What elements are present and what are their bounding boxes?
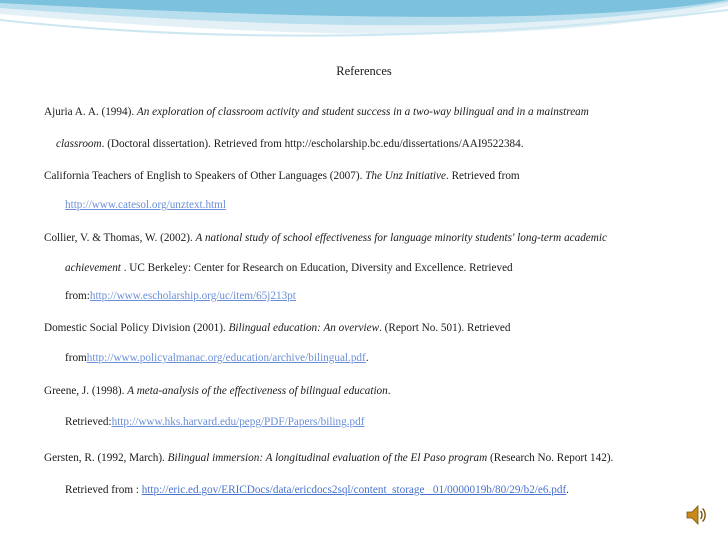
reference-2-line-1: California Teachers of English to Speakers of Other Languages (2007). The Unz Initiative. Retrieved from — [44, 170, 520, 182]
reference-3-link[interactable]: http://www.escholarship.org/uc/item/65j213pt — [89, 290, 296, 302]
reference-5-line-2: Retrieved:http://www.hks.harvard.edu/pepg/PDF/Papers/biling.pdf — [65, 416, 365, 428]
reference-4-line-2: fromhttp://www.policyalmanac.org/education/archive/bilingual.pdf. — [65, 352, 369, 364]
reference-6-link[interactable]: http://eric.ed.gov/ERICDocs/data/ericdocs2sql/content_storage — [141, 484, 425, 496]
reference-5-link[interactable]: http://www.hks.harvard.edu/pepg/PDF/Papers/biling.pdf — [111, 416, 365, 428]
reference-3-line-3: from:http://www.escholarship.org/uc/item/65j213pt — [65, 290, 296, 302]
reference-1-line-2: classroom. (Doctoral dissertation). Retrieved from http://escholarship.bc.edu/dissertations/AAI9522384. — [56, 138, 524, 150]
reference-6-line-1: Gersten, R. (1992, March). Bilingual immersion: A longitudinal evaluation of the El Paso program (Research No. Report 142). — [44, 452, 614, 464]
reference-2-line-2 — [65, 199, 226, 211]
reference-6-line-2: Retrieved from : http://eric.ed.gov/ERICDocs/data/ericdocs2sql/content_storage _01/0000019b/80/29/b2/e6.pdf. — [65, 484, 569, 496]
reference-4-line-1: Domestic Social Policy Division (2001). Bilingual education: An overview. (Report No. 501). Retrieved — [44, 322, 511, 334]
reference-5-line-1: Greene, J. (1998). A meta-analysis of the effectiveness of bilingual education. — [44, 385, 391, 397]
reference-6-link-2[interactable]: _01/0000019b/80/29/b2/e6.pdf — [424, 484, 567, 496]
reference-2-link[interactable]: http://www.catesol.org/unztext.html — [65, 199, 226, 211]
reference-3-line-2: achievement . UC Berkeley: Center for Research on Education, Diversity and Excellence. Retrieved — [65, 262, 513, 274]
header-wave — [0, 0, 728, 58]
reference-3-line-1: Collier, V. & Thomas, W. (2002). A national study of school effectiveness for language minority students' long-term academic — [44, 232, 607, 244]
reference-1-line-1: Ajuria A. A. (1994). An exploration of classroom activity and student success in a two-way bilingual and in a mainstream — [44, 106, 589, 118]
speaker-icon[interactable] — [684, 503, 708, 527]
reference-4-link[interactable]: http://www.policyalmanac.org/education/archive/bilingual.pdf — [86, 352, 366, 364]
slide-title: References — [336, 64, 392, 78]
